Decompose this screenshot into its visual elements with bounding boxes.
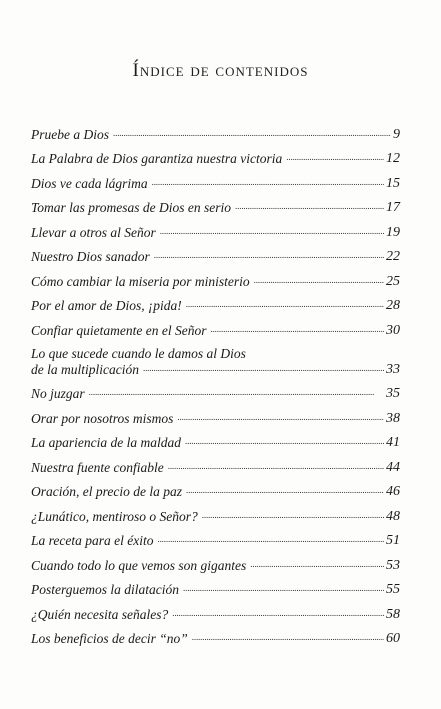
toc-entry bbox=[31, 574, 400, 599]
toc-entry-title: Llevar a otros al Señor bbox=[31, 224, 156, 240]
toc-page-number: 9 bbox=[393, 126, 400, 142]
toc-entry bbox=[31, 549, 400, 574]
toc-entry-title: Tomar las promesas de Dios en serio bbox=[31, 200, 232, 215]
toc-entry-title: La Palabra de Dios garantiza nuestra victoria bbox=[31, 151, 283, 166]
toc-page-number: 48 bbox=[386, 508, 400, 524]
toc-entry-title: Nuestra fuente confiable bbox=[31, 459, 164, 475]
dot-leader bbox=[168, 460, 384, 476]
toc-entry bbox=[31, 500, 400, 525]
dot-leader bbox=[152, 176, 384, 192]
toc-entry bbox=[31, 265, 400, 290]
page-title: Índice de contenidos bbox=[132, 60, 309, 81]
toc-page-number: 30 bbox=[386, 322, 400, 338]
toc-page-number: 44 bbox=[386, 459, 400, 475]
dot-leader bbox=[177, 411, 384, 427]
dot-leader bbox=[89, 386, 384, 402]
toc-page-number: 19 bbox=[386, 224, 400, 240]
dot-leader bbox=[160, 225, 384, 241]
toc-entry bbox=[31, 378, 400, 403]
toc-entry-title: Oración, el precio de la paz bbox=[31, 484, 182, 499]
toc-entry bbox=[31, 525, 400, 550]
table-of-contents bbox=[31, 118, 400, 647]
toc-entry bbox=[31, 118, 400, 143]
dot-leader bbox=[186, 484, 384, 500]
toc-entry-title: Los beneficios de decir “no” bbox=[31, 631, 188, 646]
toc-entry bbox=[31, 402, 400, 427]
toc-entry-title: ¿Lunático, mentiroso o Señor? bbox=[31, 508, 198, 524]
dot-leader bbox=[202, 509, 384, 525]
toc-entry-title: Cómo cambiar la miseria por ministerio bbox=[31, 273, 250, 289]
toc-entry-title: Confiar quietamente en el Señor bbox=[31, 322, 207, 338]
toc-page-number: 15 bbox=[386, 175, 400, 191]
toc-entry bbox=[31, 241, 400, 266]
dot-leader bbox=[186, 298, 384, 314]
toc-page-number: 53 bbox=[386, 557, 400, 573]
toc-entry-title: Pruebe a Dios bbox=[31, 126, 109, 142]
toc-page-number: 33 bbox=[386, 361, 400, 377]
toc-entry-title: Cuando todo lo que vemos son gigantes bbox=[31, 557, 247, 573]
toc-entry-title: No juzgar bbox=[31, 386, 85, 401]
toc-page-number: 51 bbox=[386, 533, 400, 548]
dot-leader bbox=[185, 435, 384, 451]
toc-entry-title-line2: de la multiplicación bbox=[31, 361, 139, 377]
toc-entry-title: Dios ve cada lágrima bbox=[31, 175, 148, 191]
toc-page-number: 60 bbox=[386, 631, 400, 646]
dot-leader bbox=[250, 558, 384, 574]
toc-entry bbox=[31, 427, 400, 452]
toc-entry-title: ¿Quién necesita señales? bbox=[31, 606, 169, 622]
toc-entry-title: Posterguemos la dilatación bbox=[31, 582, 179, 597]
toc-page-number: 38 bbox=[386, 410, 400, 426]
toc-entry bbox=[31, 192, 400, 217]
toc-entry-title: La receta para el éxito bbox=[31, 533, 154, 548]
toc-entry-second-row bbox=[31, 362, 400, 378]
toc-entry bbox=[31, 451, 400, 476]
dot-leader bbox=[254, 274, 384, 290]
dot-leader bbox=[113, 127, 391, 143]
toc-entry bbox=[31, 216, 400, 241]
dot-leader bbox=[210, 323, 384, 339]
dot-leader bbox=[157, 533, 384, 549]
toc-page-number: 58 bbox=[386, 606, 400, 622]
toc-entry-title: Orar por nosotros mismos bbox=[31, 410, 174, 426]
toc-entry-title: La apariencia de la maldad bbox=[31, 435, 181, 450]
toc-page-number: 41 bbox=[386, 435, 400, 450]
dot-leader bbox=[192, 631, 384, 647]
toc-entry-title: Por el amor de Dios, ¡pida! bbox=[31, 298, 182, 313]
toc-page-number: 17 bbox=[386, 200, 400, 215]
toc-page-number: 25 bbox=[386, 273, 400, 289]
toc-page-number: 12 bbox=[386, 151, 400, 166]
toc-page-number: 22 bbox=[386, 249, 400, 264]
toc-entry-title: Nuestro Dios sanador bbox=[31, 249, 150, 264]
toc-entry bbox=[31, 623, 400, 648]
toc-entry bbox=[31, 290, 400, 315]
toc-entry bbox=[31, 476, 400, 501]
dot-leader bbox=[235, 200, 384, 216]
toc-entry bbox=[31, 167, 400, 192]
dot-leader bbox=[286, 151, 384, 167]
toc-entry bbox=[31, 143, 400, 168]
toc-entry-title-line1: Lo que sucede cuando le damos al Dios bbox=[31, 345, 246, 361]
toc-entry bbox=[31, 339, 400, 378]
dot-leader bbox=[183, 582, 384, 598]
toc-entry bbox=[31, 314, 400, 339]
toc-page-number: 28 bbox=[386, 298, 400, 313]
toc-page-number: 46 bbox=[386, 484, 400, 499]
toc-page-number: 55 bbox=[386, 582, 400, 597]
dot-leader bbox=[172, 607, 384, 623]
toc-page-number: 35 bbox=[386, 386, 400, 401]
dot-leader bbox=[154, 249, 384, 265]
dot-leader bbox=[143, 362, 384, 378]
toc-entry bbox=[31, 598, 400, 623]
